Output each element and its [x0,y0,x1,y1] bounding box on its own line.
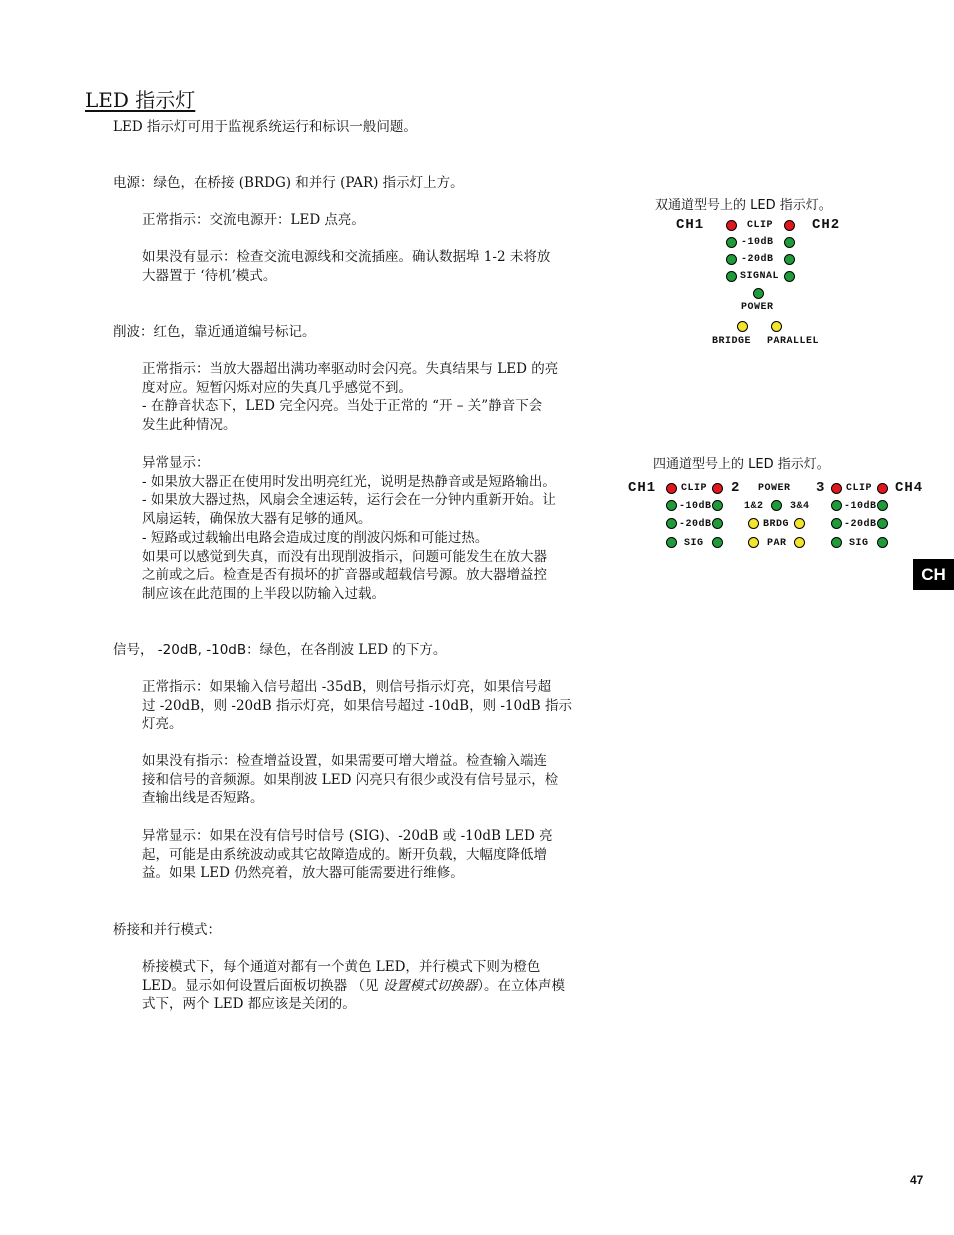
bridge-heading: 桥接和并行模式： [113,922,221,938]
clip-abnormal-label: 异常显示： [142,455,210,471]
fig2-m10-label: -10dB [741,237,774,248]
intro-text: LED 指示灯可用于监视系统运行和标识一般问题。 [113,119,417,135]
clip-normal [142,360,622,435]
fig4-sig-led-ch3 [831,537,842,548]
fig4-clip-led-ch4 [877,483,888,494]
fig2-m20-led-ch1 [726,254,737,265]
fig4-n2: 2 [731,480,741,496]
signal-desc: 绿色，在各削波 LED 的下方。 [259,642,447,658]
clip-normal-text-4: 发生此种情况。 [142,417,237,434]
page-number: 47 [910,1173,924,1187]
power-normal-label: 正常指示： [142,212,210,228]
clip-heading: 削波： [113,324,154,340]
fig4-power-led [771,500,782,511]
clip-abnormal-6: 之前或之后。检查是否有损坏的扩音器或超载信号源。放大器增益控 [142,567,547,584]
fig4-m20-led-ch1 [666,518,677,529]
fig4-ch1: CH1 [628,480,657,496]
clip-abnormal-5: 如果可以感觉到失真，而没有出现削波指示，问题可能发生在放大器 [142,548,547,565]
clip-normal-text-3: - 在静音状态下，LED 完全闪亮。当处于正常的 “开 – 关”静音下会 [142,398,543,415]
clip-abnormal-3: 风扇运转，确保放大器有足够的通风。 [142,511,372,528]
clip-abnormal-4: - 短路或过载输出电路会造成过度的削波闪烁和可能过热。 [142,529,489,546]
fig2-clip-led-ch2 [784,220,795,231]
power-normal-text: 交流电源开：LED 点亮。 [209,212,365,228]
fig2-bridge-label: BRIDGE [712,336,752,347]
fig4-clip-label-a: CLIP [681,483,708,494]
fig4-m20-led-ch3 [831,518,842,529]
fig2-power-led [753,288,764,299]
fig4-brdg-led-12 [748,518,759,529]
fig2-parallel-label: PARALLEL [767,336,820,347]
bridge-text-3: 式下，两个 LED 都应该是关闭的。 [142,996,356,1013]
fig4-sig-led-ch2 [712,537,723,548]
fig4-brdg-label: BRDG [763,519,790,530]
fig4-caption: 四通道型号上的 LED 指示灯。 [653,457,830,472]
fig4-clip-label-b: CLIP [846,483,873,494]
fig4-m20-label-b: -20dB [844,519,877,530]
fig4-p34-label: 3&4 [790,501,810,512]
fig4-sig-label-b: SIG [849,538,869,549]
fig2-m10-led-ch1 [726,237,737,248]
fig4-sig-led-ch4 [877,537,888,548]
fig2-clip-led-ch1 [726,220,737,231]
power-missing-label: 如果没有显示： [142,249,237,265]
signal-missing-3: 查输出线是否短路。 [142,790,264,807]
fig4-clip-led-ch3 [831,483,842,494]
bridge-text [142,958,627,1014]
fig2-caption: 双通道型号上的 LED 指示灯。 [655,198,832,213]
power-missing-text-1: 检查交流电源线和交流插座。确认数据埠 1-2 未将放 [236,249,551,265]
signal-normal-2: 过 -20dB，则 -20dB 指示灯亮，如果信号超过 -10dB，则 -10dB 指示 [142,697,572,714]
fig2-m20-led-ch2 [784,254,795,265]
signal-normal [142,678,627,734]
signal-abnormal-3: 益。如果 LED 仍然亮着，放大器可能需要进行维修。 [142,865,464,882]
fig4-m10-led-ch2 [712,500,723,511]
fig4-m10-led-ch3 [831,500,842,511]
signal-normal-3: 灯亮。 [142,716,183,733]
fig4-par-led-12 [748,537,759,548]
bridge-text-2c: ）。在立体声模 [477,977,565,994]
power-desc: 绿色，在桥接 (BRDG) 和并行 (PAR) 指示灯上方。 [153,175,464,191]
bridge-text-2b: 设置模式切换器 [382,977,478,994]
power-missing [142,248,622,285]
signal-abnormal-1: 如果在没有信号时信号 (SIG)、-20dB 或 -10dB LED 亮 [209,828,553,844]
power-section [113,174,464,193]
signal-normal-label: 正常指示： [142,679,210,695]
power-normal [142,211,365,230]
signal-missing [142,752,627,808]
fig4-par-led-34 [794,537,805,548]
fig4-m10-label-b: -10dB [844,501,877,512]
signal-heading: 信号， -20dB, -10dB： [113,642,260,658]
fig2-clip-label: CLIP [747,220,774,231]
language-tab: CH [913,559,954,590]
fig4-clip-led-ch1 [666,483,677,494]
fig4-led-panel [626,477,926,557]
fig4-brdg-led-34 [794,518,805,529]
fig4-sig-label-a: SIG [684,538,704,549]
fig4-m20-label-a: -20dB [679,519,712,530]
signal-missing-label: 如果没有指示： [142,753,237,769]
signal-normal-1: 如果输入信号超出 -35dB，则信号指示灯亮，如果信号超 [209,679,552,695]
signal-abnormal [142,827,627,883]
fig4-n3: 3 [816,480,826,496]
fig4-sig-led-ch1 [666,537,677,548]
fig2-power-label: POWER [741,302,774,313]
bridge-text-2a: LED。显示如何设置后面板切换器 （见 [142,977,383,994]
fig4-m20-led-ch2 [712,518,723,529]
fig2-sig-led-ch2 [784,271,795,282]
signal-abnormal-2: 起，可能是由系统波动或其它故障造成的。断开负载，大幅度降低增 [142,846,547,863]
fig2-ch2: CH2 [812,217,841,233]
clip-normal-text-1: 当放大器超出满功率驱动时会闪亮。失真结果与 LED 的亮 [209,361,559,377]
clip-abnormal [142,454,627,604]
fig2-ch1: CH1 [676,217,705,233]
bridge-text-1: 桥接模式下，每个通道对都有一个黄色 LED，并行模式下则为橙色 [142,959,541,975]
fig2-parallel-led [771,321,782,332]
signal-missing-2: 接和信号的音频源。如果削波 LED 闪亮只有很少或没有信号显示，检 [142,771,559,788]
signal-abnormal-label: 异常显示： [142,828,210,844]
fig2-led-panel [670,214,870,354]
signal-missing-1: 检查增益设置，如果需要可增大增益。检查输入端连 [236,753,547,769]
fig2-bridge-led [737,321,748,332]
fig4-p12-label: 1&2 [744,501,764,512]
clip-normal-text-2: 度对应。短暂闪烁对应的失真几乎感觉不到。 [142,379,412,396]
power-missing-text-2: 大器置于 ‘待机’模式。 [142,267,277,284]
clip-abnormal-1: - 如果放大器正在使用时发出明亮红光，说明是热静音或是短路输出。 [142,473,556,490]
clip-desc: 红色，靠近通道编号标记。 [153,324,316,340]
fig2-m20-label: -20dB [741,254,774,265]
fig4-m10-led-ch4 [877,500,888,511]
clip-abnormal-2: - 如果放大器过热，风扇会全速运转，运行会在一分钟内重新开始。让 [142,492,556,509]
page-title: LED 指示灯 [85,88,196,112]
fig4-ch4: CH4 [895,480,924,496]
power-heading: 电源： [113,175,154,191]
fig4-par-label: PAR [767,538,787,549]
fig4-clip-led-ch2 [712,483,723,494]
clip-section [113,323,316,342]
fig2-sig-led-ch1 [726,271,737,282]
clip-abnormal-7: 制应该在此范围的上半段以防输入过载。 [142,585,385,602]
clip-normal-label: 正常指示： [142,361,210,377]
fig4-m20-led-ch4 [877,518,888,529]
fig4-m10-led-ch1 [666,500,677,511]
fig4-m10-label-a: -10dB [679,501,712,512]
fig2-m10-led-ch2 [784,237,795,248]
signal-section [113,641,446,660]
fig2-signal-label: SIGNAL [740,271,780,282]
fig4-power-label: POWER [758,483,791,494]
